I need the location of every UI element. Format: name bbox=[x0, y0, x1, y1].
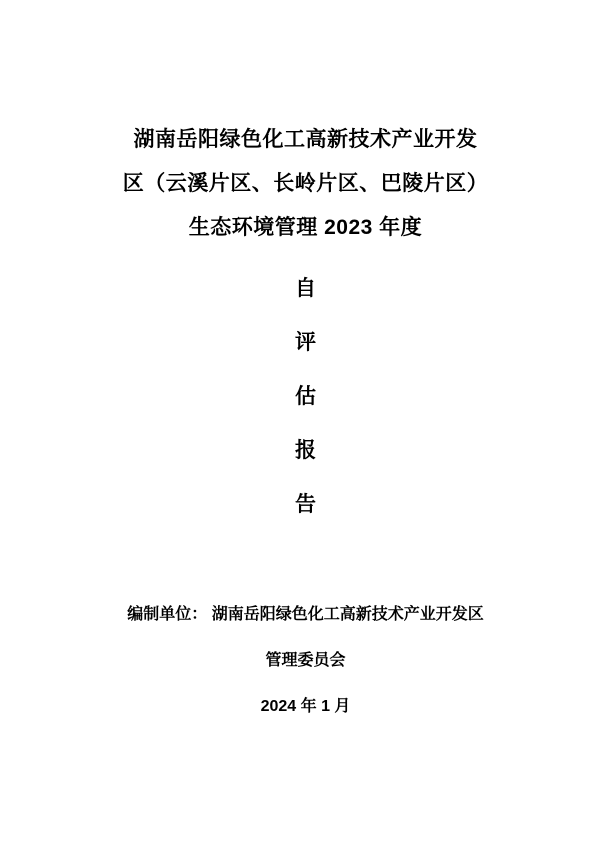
doc-type-char-5: 告 bbox=[295, 493, 316, 516]
title-line-3: 生态环境管理 2023 年度 bbox=[188, 216, 423, 239]
document-footer bbox=[0, 592, 611, 730]
doc-type-char-4: 报 bbox=[295, 439, 316, 462]
prepared-by-line: 编制单位： 湖南岳阳绿色化工高新技术产业开发区 bbox=[127, 606, 484, 623]
doc-type-char-2: 评 bbox=[295, 331, 316, 354]
document-type-heading bbox=[0, 262, 611, 532]
organization-line: 管理委员会 bbox=[265, 652, 346, 669]
date-line: 2024 年 1 月 bbox=[260, 698, 351, 715]
doc-type-char-3: 估 bbox=[295, 385, 316, 408]
doc-type-char-1: 自 bbox=[295, 277, 316, 300]
title-line-2: 区（云溪片区、长岭片区、巴陵片区） bbox=[122, 172, 489, 195]
title-line-1: 湖南岳阳绿色化工高新技术产业开发 bbox=[133, 128, 478, 151]
document-title bbox=[0, 118, 611, 250]
